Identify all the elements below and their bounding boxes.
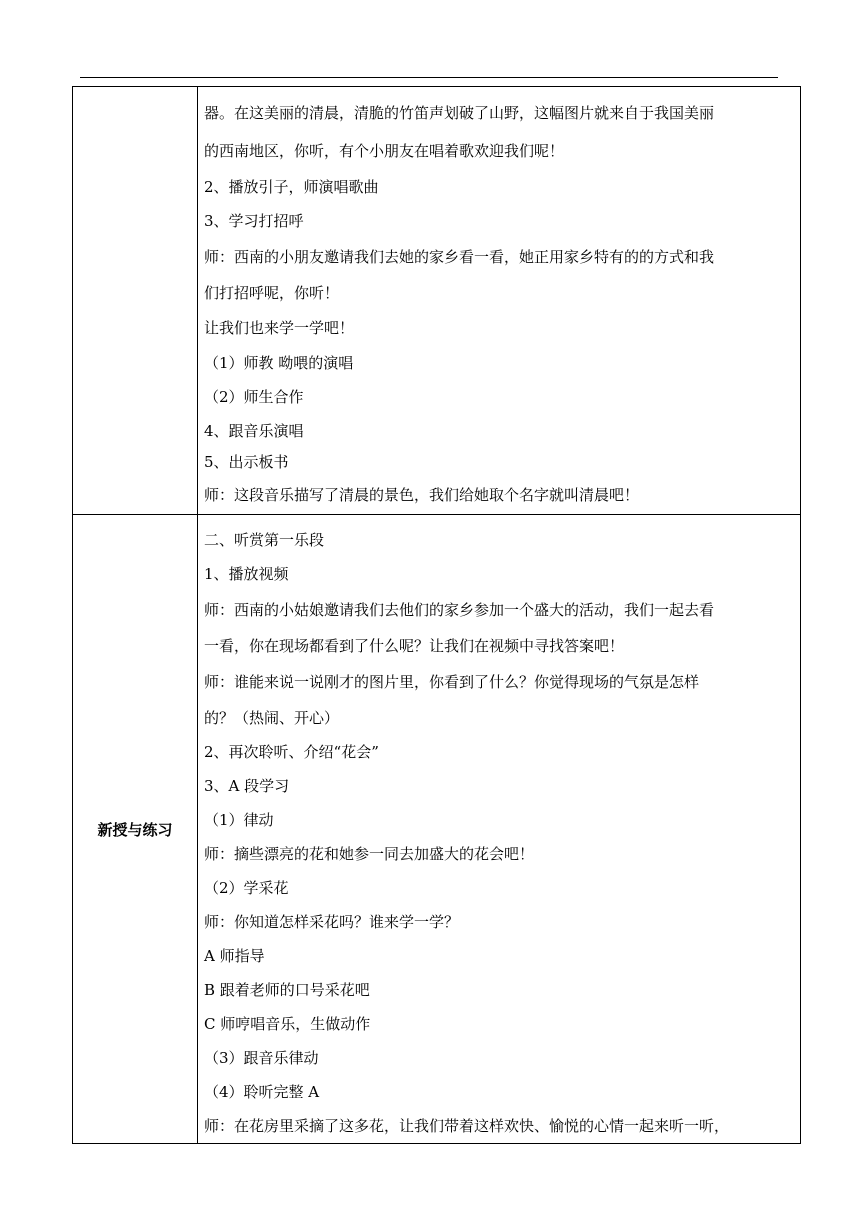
row-content: [198, 87, 801, 515]
text-line: （4）聆听完整 A: [204, 1083, 320, 1101]
text-line: 3、学习打招呼: [204, 212, 304, 230]
text-line: 师：这段音乐描写了清晨的景色，我们给她取个名字就叫清晨吧！: [204, 486, 640, 504]
text-line: 1、播放视频: [204, 565, 289, 583]
row-label: 新授与练习: [73, 515, 198, 1144]
row-content: [198, 515, 801, 1144]
text-line: 师：摘些漂亮的花和她参一同去加盛大的花会吧！: [204, 845, 535, 863]
text-line: B 跟着老师的口号采花吧: [204, 981, 370, 999]
header-rule: [80, 77, 778, 78]
row-label: [73, 87, 198, 515]
text-line: 师：你知道怎样采花吗？谁来学一学？: [204, 913, 460, 931]
text-line: 器。在这美丽的清晨，清脆的竹笛声划破了山野，这幅图片就来自于我国美丽: [204, 104, 715, 122]
table-row: [73, 87, 801, 515]
text-line: 4、跟音乐演唱: [204, 422, 304, 440]
text-line: 2、播放引子，师演唱歌曲: [204, 178, 379, 196]
text-line: （3）跟音乐律动: [204, 1049, 319, 1067]
text-line: 5、出示板书: [204, 453, 289, 471]
table-row: [73, 515, 801, 1144]
text-line: 师：西南的小朋友邀请我们去她的家乡看一看，她正用家乡特有的的方式和我: [204, 248, 715, 266]
text-line: A 师指导: [204, 947, 265, 965]
text-line: 的？（热闹、开心）: [204, 709, 340, 727]
text-line: 二、听赏第一乐段: [204, 531, 325, 549]
text-line: （2）学采花: [204, 879, 289, 897]
text-line: 3、A 段学习: [204, 777, 290, 795]
text-line: 2、再次聆听、介绍“花会”: [204, 743, 379, 761]
text-line: （1）师教 呦喂的演唱: [204, 354, 354, 372]
text-line: （1）律动: [204, 811, 274, 829]
text-line: 们打招呼呢，你听！: [204, 284, 340, 302]
text-line: C 师哼唱音乐，生做动作: [204, 1015, 371, 1033]
text-line: 师：在花房里采摘了这多花，让我们带着这样欢快、愉悦的心情一起来听一听，: [204, 1117, 730, 1135]
text-line: 师：西南的小姑娘邀请我们去他们的家乡参加一个盛大的活动，我们一起去看: [204, 601, 715, 619]
lesson-plan-table: [72, 86, 801, 1144]
text-line: 的西南地区，你听，有个小朋友在唱着歌欢迎我们呢！: [204, 142, 565, 160]
text-line: 师：谁能来说一说刚才的图片里，你看到了什么？你觉得现场的气氛是怎样: [204, 673, 700, 691]
text-line: 让我们也来学一学吧！: [204, 319, 355, 337]
text-line: 一看，你在现场都看到了什么呢？让我们在视频中寻找答案吧！: [204, 637, 625, 655]
text-line: （2）师生合作: [204, 388, 304, 406]
